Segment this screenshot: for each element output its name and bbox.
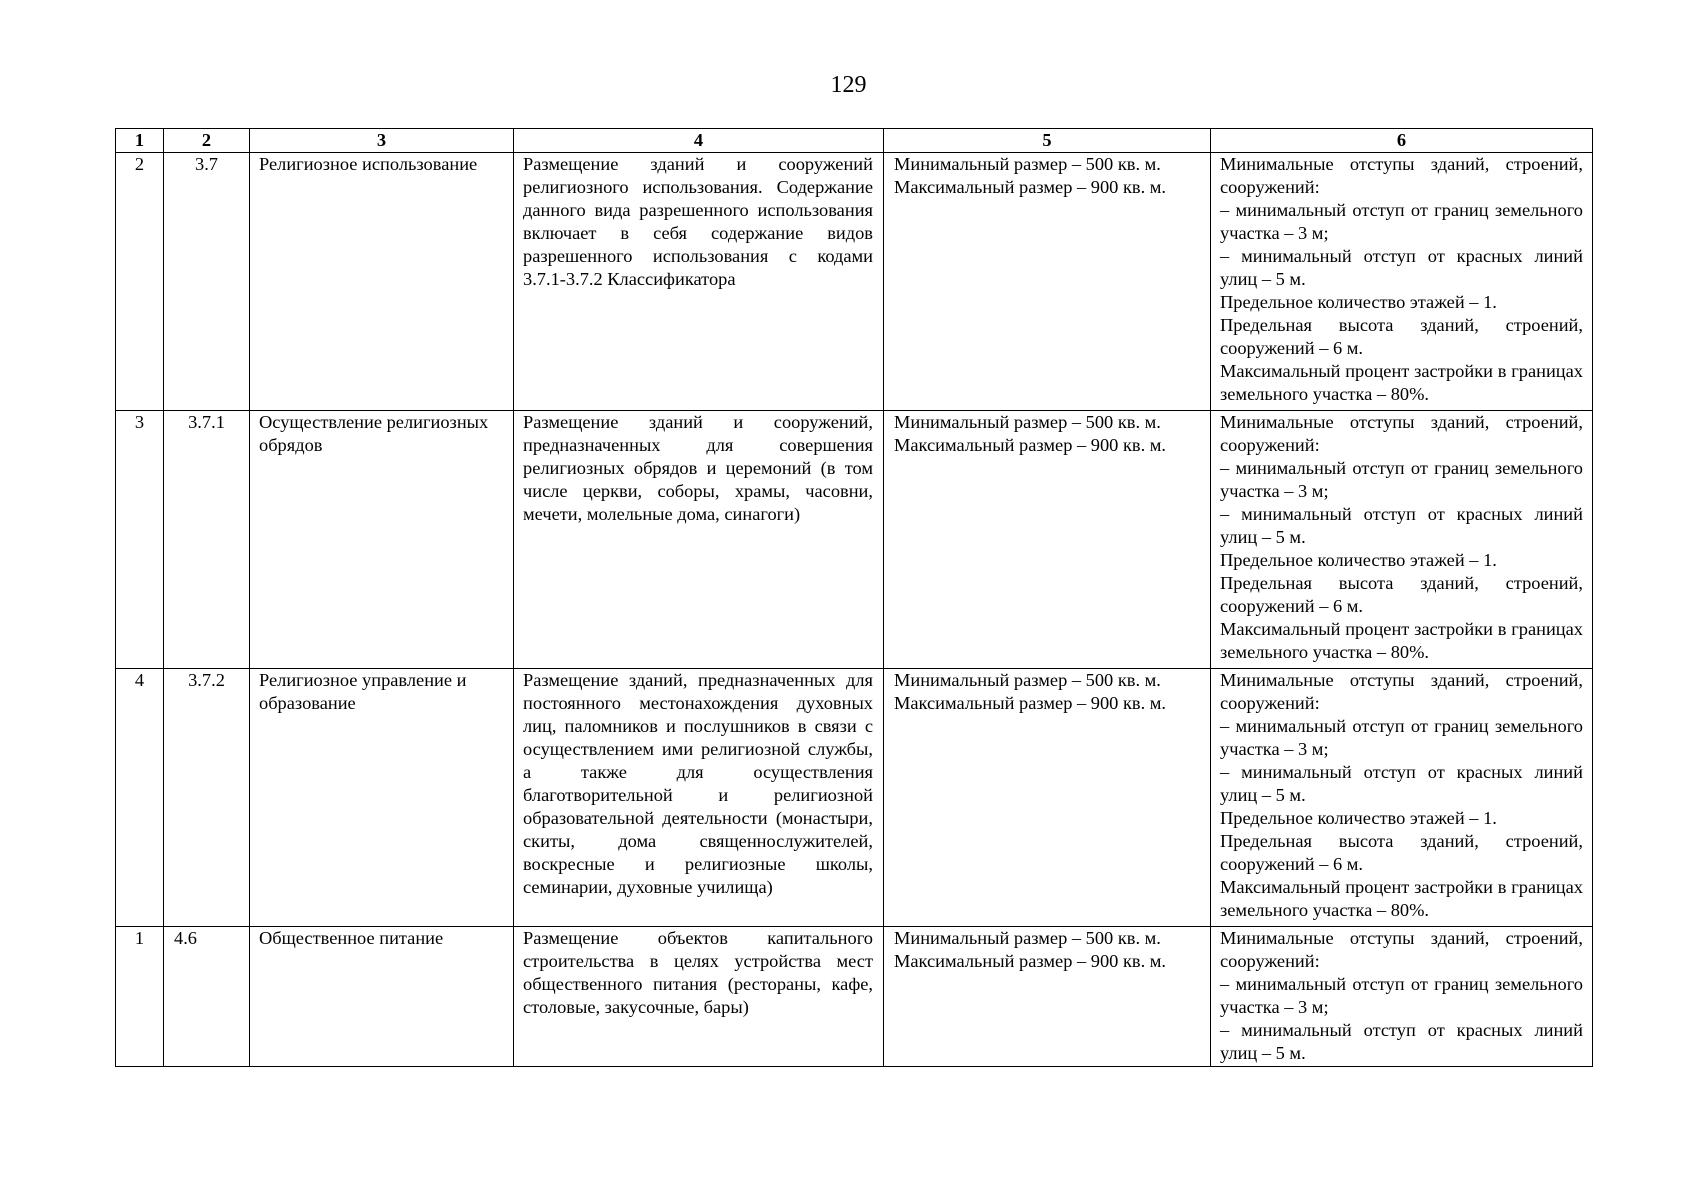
plot-size-max: Максимальный размер – 900 кв. м. (894, 693, 1167, 713)
param-line: Минимальные отступы зданий, строений, сооружений: (1220, 928, 1583, 971)
param-line: Максимальный процент застройки в границах земельного участка – 80%. (1220, 877, 1583, 920)
plot-size-max: Максимальный размер – 900 кв. м. (894, 177, 1167, 197)
table-header-row (116, 129, 1593, 153)
plot-size-min: Минимальный размер – 500 кв. м. (894, 154, 1161, 174)
plot-size-max: Максимальный размер – 900 кв. м. (894, 435, 1167, 455)
use-name: Религиозное управление и образование (250, 669, 514, 927)
param-line: Предельное количество этажей – 1. (1220, 808, 1497, 828)
param-line: Минимальные отступы зданий, строений, сооружений: (1220, 670, 1583, 713)
use-code: 3.7.2 (164, 669, 250, 927)
building-parameters (1211, 927, 1593, 1067)
plot-size-max: Максимальный размер – 900 кв. м. (894, 951, 1167, 971)
param-line: – минимальный отступ от красных линий улиц – 5 м. (1220, 246, 1583, 289)
use-description: Размещение зданий и сооружений, предназначенных для совершения религиозных обрядов и церемоний (в том числе церкви, соборы, храмы, часовни, мечети, молельные дома, синагоги) (514, 411, 884, 669)
row-number: 4 (116, 669, 164, 927)
param-line: Минимальные отступы зданий, строений, сооружений: (1220, 412, 1583, 455)
param-line: Предельное количество этажей – 1. (1220, 292, 1497, 312)
param-line: Предельное количество этажей – 1. (1220, 550, 1497, 570)
row-number: 1 (116, 927, 164, 1067)
table-row (116, 669, 1593, 927)
param-line: – минимальный отступ от красных линий улиц – 5 м. (1220, 1020, 1583, 1063)
row-number: 2 (116, 153, 164, 411)
plot-size-limits (884, 669, 1211, 927)
building-parameters (1211, 411, 1593, 669)
param-line: – минимальный отступ от красных линий улиц – 5 м. (1220, 762, 1583, 805)
plot-size-min: Минимальный размер – 500 кв. м. (894, 412, 1161, 432)
plot-size-limits (884, 927, 1211, 1067)
param-line: Предельная высота зданий, строений, сооружений – 6 м. (1220, 831, 1583, 874)
use-code: 3.7 (164, 153, 250, 411)
param-line: – минимальный отступ от границ земельного участка – 3 м; (1220, 974, 1583, 1017)
param-line: – минимальный отступ от границ земельного участка – 3 м; (1220, 200, 1583, 243)
param-line: Максимальный процент застройки в границах земельного участка – 80%. (1220, 361, 1583, 404)
table-row (116, 411, 1593, 669)
use-code: 3.7.1 (164, 411, 250, 669)
param-line: Предельная высота зданий, строений, сооружений – 6 м. (1220, 315, 1583, 358)
column-header: 6 (1211, 129, 1593, 153)
column-header: 1 (116, 129, 164, 153)
param-line: Максимальный процент застройки в границах земельного участка – 80%. (1220, 619, 1583, 662)
use-description: Размещение зданий и сооружений религиозного использования. Содержание данного вида разрешенного использования включает в себя содержание видов разрешенного использования с кодами 3.7.1-3.7.2 Классификатора (514, 153, 884, 411)
param-line: – минимальный отступ от красных линий улиц – 5 м. (1220, 504, 1583, 547)
plot-size-limits (884, 411, 1211, 669)
table-row (116, 153, 1593, 411)
building-parameters (1211, 669, 1593, 927)
use-name: Осуществление религиозных обрядов (250, 411, 514, 669)
param-line: – минимальный отступ от границ земельного участка – 3 м; (1220, 458, 1583, 501)
column-header: 5 (884, 129, 1211, 153)
use-code: 4.6 (164, 927, 250, 1067)
use-name: Религиозное использование (250, 153, 514, 411)
use-name: Общественное питание (250, 927, 514, 1067)
plot-size-limits (884, 153, 1211, 411)
land-use-table (115, 128, 1593, 1067)
column-header: 3 (250, 129, 514, 153)
plot-size-min: Минимальный размер – 500 кв. м. (894, 928, 1161, 948)
building-parameters (1211, 153, 1593, 411)
table-row (116, 927, 1593, 1067)
column-header: 2 (164, 129, 250, 153)
use-description: Размещение объектов капитального строительства в целях устройства мест общественного питания (рестораны, кафе, столовые, закусочные, бары) (514, 927, 884, 1067)
plot-size-min: Минимальный размер – 500 кв. м. (894, 670, 1161, 690)
param-line: Минимальные отступы зданий, строений, сооружений: (1220, 154, 1583, 197)
row-number: 3 (116, 411, 164, 669)
param-line: Предельная высота зданий, строений, сооружений – 6 м. (1220, 573, 1583, 616)
page-number: 129 (830, 72, 867, 98)
use-description: Размещение зданий, предназначенных для постоянного местонахождения духовных лиц, паломников и послушников в связи с осуществлением ими религиозной службы, а также для осуществления благотворительной и религиозной образовательной деятельности (монастыри, скиты, дома священнослужителей, воскресные и религиозные школы, семинарии, духовные училища) (514, 669, 884, 927)
param-line: – минимальный отступ от границ земельного участка – 3 м; (1220, 716, 1583, 759)
column-header: 4 (514, 129, 884, 153)
